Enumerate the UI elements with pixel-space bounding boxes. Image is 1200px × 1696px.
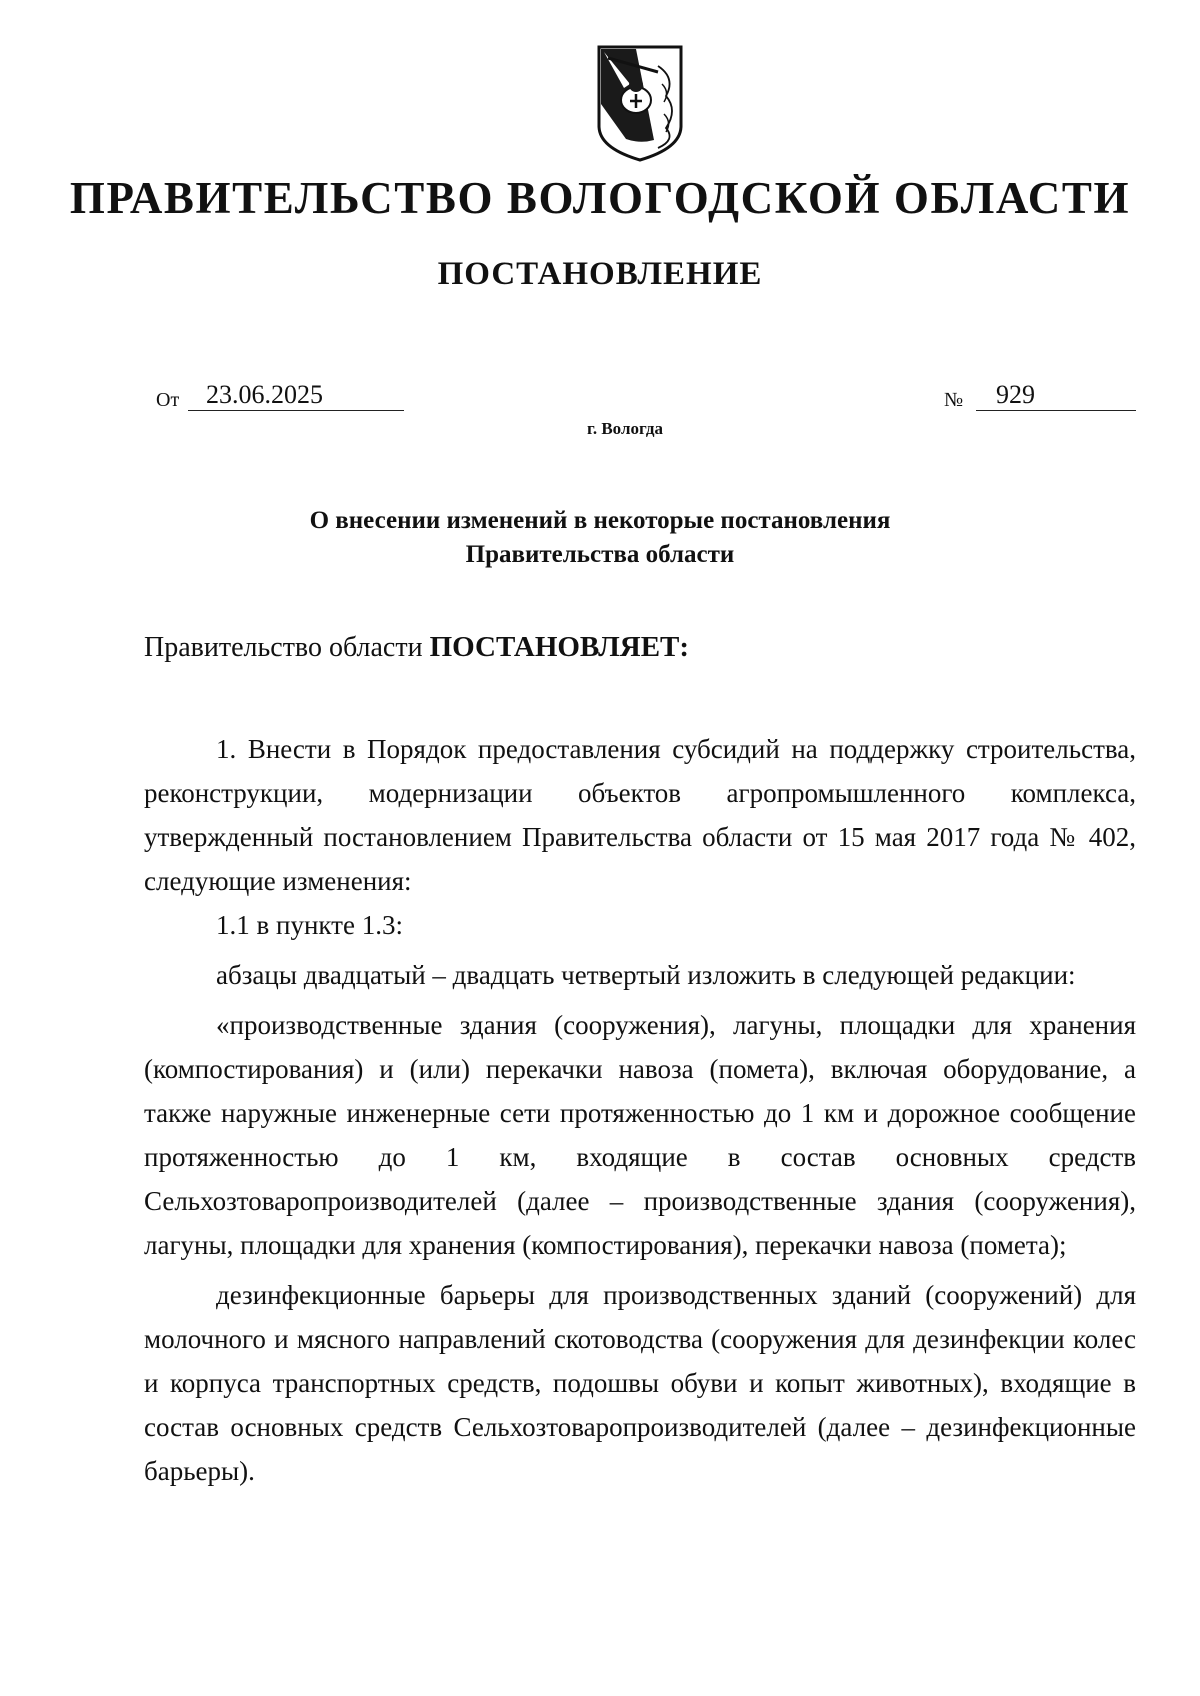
subject-line-1: О внесении изменений в некоторые постановления bbox=[309, 507, 891, 534]
city-label: г. Вологда bbox=[587, 419, 663, 438]
document-date: 23.06.2025 bbox=[188, 380, 404, 411]
preamble-resolves: ПОСТАНОВЛЯЕТ: bbox=[429, 631, 690, 663]
date-label: От bbox=[156, 389, 180, 411]
paragraph: 1.1 в пункте 1.3: bbox=[216, 910, 403, 940]
document-subject bbox=[0, 504, 1200, 572]
preamble bbox=[144, 631, 689, 664]
document-number: 929 bbox=[976, 380, 1136, 411]
government-title: ПРАВИТЕЛЬСТВО ВОЛОГОДСКОЙ ОБЛАСТИ bbox=[69, 173, 1131, 223]
paragraph: абзацы двадцатый – двадцать четвертый изложить в следующей редакции: bbox=[216, 960, 1076, 990]
preamble-text: Правительство области bbox=[144, 632, 430, 663]
paragraph: 1. Внести в Порядок предоставления субсидий на поддержку строительства, реконструкции, модернизации объектов агропромышленного комплекса, утвержденный постановлением Правительства области от 15 мая 2017 года № 402, следующие изменения: bbox=[144, 734, 1136, 896]
number-label: № bbox=[944, 389, 964, 411]
document-type: ПОСТАНОВЛЕНИЕ bbox=[437, 256, 763, 292]
paragraph: дезинфекционные барьеры для производственных зданий (сооружений) для молочного и мясного направлений скотоводства (сооружения для дезинфекции колес и корпуса транспортных средств, подошвы обуви и копыт животных), входящие в состав основных средств Сельхозтоваропроизводителей (далее – дезинфекционные барьеры). bbox=[144, 1280, 1136, 1486]
paragraph: «производственные здания (сооружения), лагуны, площадки для хранения (компостирования) и (или) перекачки навоза (помета), включая оборудование, а также наружные инженерные сети протяженностью до 1 км и дорожное сообщение протяженностью до 1 км, входящие в состав основных средств Сельхозтоваропроизводителей (далее – производственные здания (сооружения), лагуны, площадки для хранения (компостирования), перекачки навоза (помета); bbox=[144, 1010, 1136, 1260]
coat-of-arms-icon bbox=[596, 44, 684, 162]
document-body bbox=[144, 727, 1136, 1493]
subject-line-2: Правительства области bbox=[465, 541, 735, 568]
